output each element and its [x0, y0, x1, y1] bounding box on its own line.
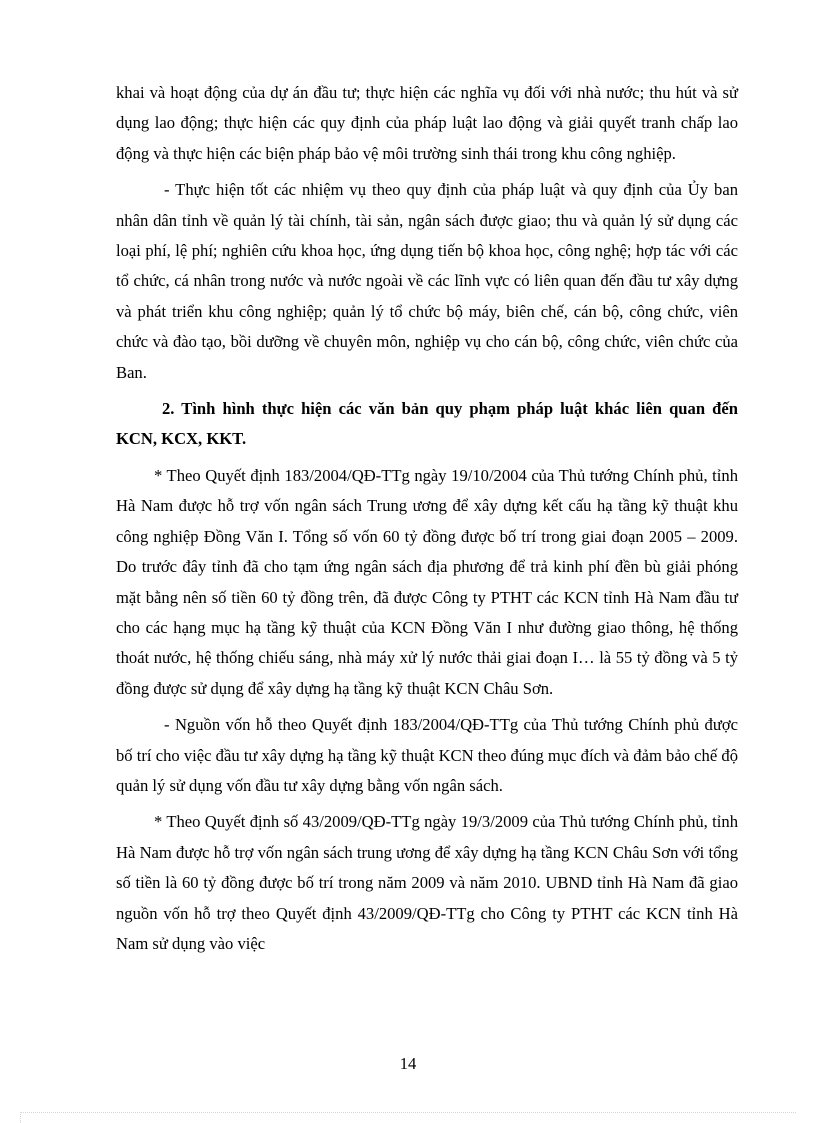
page-number: 14: [399, 1054, 417, 1073]
section-heading: 2. Tình hình thực hiện các văn bản quy phạm pháp luật khác liên quan đến KCN, KCX, KKT.: [116, 399, 738, 449]
paragraph-decision-43: * Theo Quyết định số 43/2009/QĐ-TTg ngày 19/3/2009 của Thủ tướng Chính phủ, tỉnh Hà Nam được hỗ trợ vốn ngân sách trung ương để xây dựng hạ tầng KCN Châu Sơn với tổng số tiền là 60 tỷ đồng được bố trí trong năm 2009 và năm 2010. UBND tỉnh Hà Nam đã giao nguồn vốn hỗ trợ theo Quyết định 43/2009/QĐ-TTg cho Công ty PTHT các KCN tỉnh Hà Nam sử dụng vào việc: [116, 812, 738, 953]
paragraph-continuation: khai và hoạt động của dự án đầu tư; thực hiện các nghĩa vụ đối với nhà nước; thu hút và sử dụng lao động; thực hiện các quy định của pháp luật lao động và giải quyết tranh chấp lao động và thực hiện các biện pháp bảo vệ môi trường sinh thái trong khu công nghiệp.: [116, 83, 738, 163]
document-page: [116, 78, 738, 965]
page-left-border: [20, 1112, 21, 1123]
paragraph-funding-183: - Nguồn vốn hỗ theo Quyết định 183/2004/QĐ-TTg của Thủ tướng Chính phủ được bố trí cho việc đầu tư xây dựng hạ tầng kỹ thuật KCN theo đúng mục đích và đảm bảo chế độ quản lý sử dụng vốn đầu tư xây dựng bằng vốn ngân sách.: [116, 715, 738, 795]
paragraph-duties: - Thực hiện tốt các nhiệm vụ theo quy định của pháp luật và quy định của Ủy ban nhân dân tỉnh về quản lý tài chính, tài sản, ngân sách được giao; thu và quản lý sử dụng các loại phí, lệ phí; nghiên cứu khoa học, ứng dụng tiến bộ khoa học, công nghệ; hợp tác với các tổ chức, cá nhân trong nước và nước ngoài về các lĩnh vực có liên quan đến đầu tư xây dựng và phát triển khu công nghiệp; quản lý tổ chức bộ máy, biên chế, cán bộ, công chức, viên chức và đào tạo, bồi dưỡng về chuyên môn, nghiệp vụ cho cán bộ, công chức, viên chức của Ban.: [116, 180, 738, 382]
paragraph-decision-183: * Theo Quyết định 183/2004/QĐ-TTg ngày 19/10/2004 của Thủ tướng Chính phủ, tỉnh Hà Nam được hỗ trợ vốn ngân sách Trung ương để xây dựng kết cấu hạ tầng kỹ thuật khu công nghiệp Đồng Văn I. Tổng số vốn 60 tỷ đồng được bố trí trong giai đoạn 2005 – 2009. Do trước đây tỉnh đã cho tạm ứng ngân sách địa phương để trả kinh phí đền bù giải phóng mặt bằng nên số tiền 60 tỷ đồng trên, đã được Công ty PTHT các KCN tỉnh Hà Nam đầu tư cho các hạng mục hạ tầng kỹ thuật của KCN Đồng Văn I như đường giao thông, hệ thống thoát nước, hệ thống chiếu sáng, nhà máy xử lý nước thải giai đoạn I… là 55 tỷ đồng và 5 tỷ đồng được sử dụng để xây dựng hạ tầng kỹ thuật KCN Châu Sơn.: [116, 465, 738, 698]
page-bottom-border: [20, 1112, 796, 1113]
